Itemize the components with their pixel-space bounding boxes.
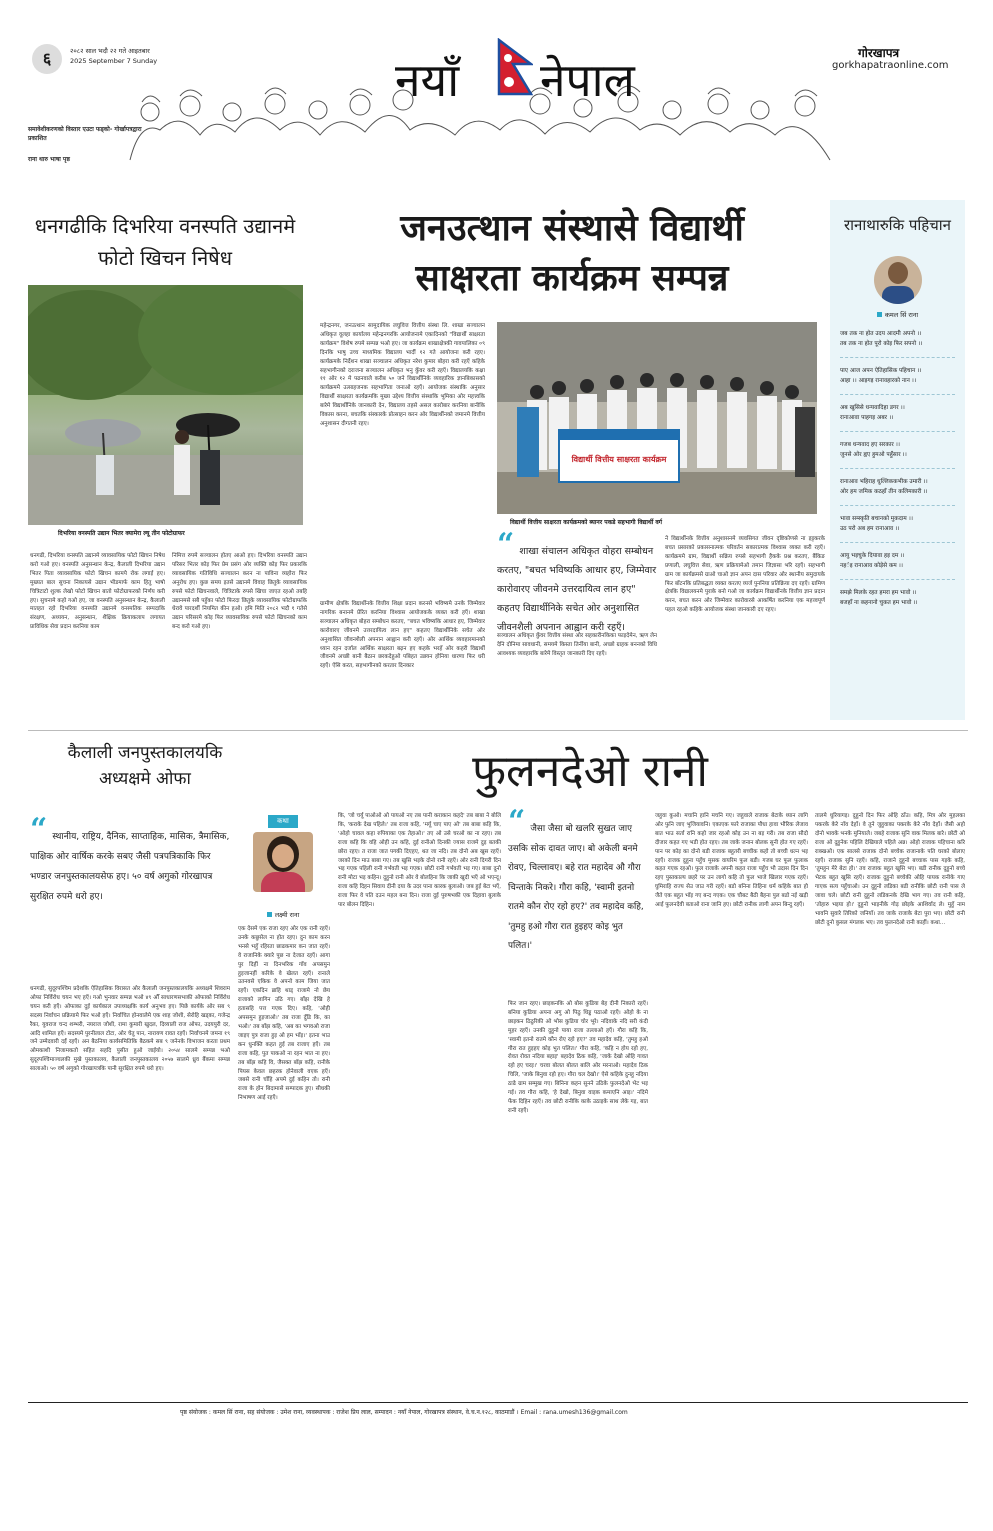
poem-line: बजहाँ ना कहनानो चुकत हम भावो ।। — [840, 600, 918, 606]
poem-line: उठ परो अब हम रानाआव ।। — [840, 526, 900, 532]
main-photo — [497, 322, 817, 514]
poem-author-avatar — [874, 256, 922, 304]
poem-line: नहर्इ रानाआव कोड़ेसे कम ।। — [840, 563, 903, 569]
park-body-col1: धनगढी, दिभरिया वनस्पति उद्यानमे व्यावसायिक फोटो खिचन निषेध करो गओ हए। वनस्पति अनुसन्धान केन्द्र, कैलाली दिभरिया उद्यान भितर पिता व्यावसायिक फोटो खिचन कामपे रोक लगाई हए। मुख्यत बाल सुचना निकायसे उद्यान भीडमार्फ काम हितु भाषो चित्रिटाटो शुल्क लेखो फोटो खिचन बातो फोटोग्राफरको निर्णय करी हए। सुचनामे कहो गओ हए, जा वनस्पति अनुसन्धान केन्द्र, कैलाली मातहत रहो दिभरिया वनस्पति उद्यानमे वनस्पतिक सम्पदाकि संरक्षण, अध्ययन, अनुसन्धान, शैक्षिक क्रियाकलाप लगायत प्राविधिक सेवा प्रदान करनिया काम — [30, 553, 165, 631]
brand-name: गोरखापत्र — [858, 46, 900, 60]
story-section-label: कथा — [268, 815, 298, 828]
crowd-illustration — [120, 50, 840, 165]
story-col1: एक देसमे एक राजा रहए ओर एक रानी रहएँ। उनके कछुसेल ना होत रहए। दुन काम करन भनसे भहुँ रहिरता छाढकमार कन जात रहएँ। वे राजानिके क्यारे पूछ ना देजात रहएँ। आगा पुर दिहीं ना दिनभरिक गाँव अपसमुन हुइजानहीं करिके वे खेलत रहएँ। रानाले उतनवसे एकिक वे अपनो काम जिया जात रहएँ। एकदिन ब्राहि थाड् राजामे नो छेय राजाको लागिन उठि गए। बाँझ देखि हे हतासहि पत्त गएक दिए। कहि, 'ओही अपसमुन हुइजाओ।' तब राजा दुँडि कि, का भओ।' तब बाँझ कहि, 'अब का भगवओ राजा जाइए पुत्र राजा हुइ ओ हम भाँइ।' इतना भाउ कन धुनक्ति कहत हुई तब राजाए हएँ। तब राजा कहि, पुत पाकओ ना रहन भात ना हए। तब बाँझ कहि वि, जैसक्त बाँझ कहि, रानीके पियस केवल छहरक होनेवाली वएक हएँ। जबसे रानी चाँहि अपमे दुई कहिन तो। रानी राजा के होन बिदामासे सम्पादक हुए। सीधकी निभाषण आई रहएँ। — [238, 926, 330, 1102]
masthead-title-right: नेपाल — [540, 53, 635, 107]
main-caption: विद्यार्थी वित्तीय साक्षरता कार्यक्रमको ब्यानर पकडे सहभागी विद्यार्थी वर्ग — [510, 519, 663, 526]
date-nepali: २०८२ साल भदौ २२ गते आइतबार — [70, 47, 150, 55]
page-number-badge — [32, 44, 62, 74]
story-col5: तालमे धुरियागइ। दुहुनो दिन फिर ओहि ठाँउ। कहि, मित्र ओर मुहलका पकरके केरे नाँव देहाँ। वे तुने जुहुवाका पकरके केरे नाँव देहाँ। जैसी अहो दोनो भावके भनके मुनियाले। जबहे राजाक सुनि वाक मिलक बारे। छोटी ओ राजा ओ दुहुनेक पहिलि देखियाले पहिले अन्न। ओहो राजाक पहिचाना करि राक्खओ। एक सालसे राजाक दोनो बच्चेक राजानाके पति घरको बोलाए रहएँ। राजाक सुनि रहएँ। कहि, राजाने दुहुनो बच्चाक पास गइके कहि, 'तुमहुन मेरे बेटा हो।' तव राजाक बहुत खुसि भए। बडी रानीक दुहुनो बच्चे भेटक बहुत खुसि रहएँ। राजाक दुहुनो बच्चेकी ओहि पायक रानीके गाए गाएक सत्य पहुँचाओ। उन दुहुनो लडिका बडी रानीकि छोटी रानी पास ले जावा चले। छोटी रानी दुहुनो लडिकनके देखि भाग गए। तव रानी कहि, 'तोहारु भइया हो।' दुहुनो भाइनीके गोड़ छोइके आशिर्वाद ले। मुहुँ नाम भावनि सुवारे तिरिको जनियाँ। तव जाके राजाके बेटा पुरा भए। छोटी रानी छोटी दुनो कुसल मंगलक भए। तव फुलनदेओ रानी काहीं। कथा... — [815, 813, 965, 926]
poem-author-name: कमल सिं राना — [884, 311, 919, 319]
website-link[interactable]: gorkhapatraonline.com — [832, 60, 949, 71]
library-pull-quote — [30, 812, 230, 904]
masthead — [0, 0, 993, 170]
main-body-col1: महेन्द्रनगर, जनउत्थान सामुदायिक लघुवित्त वित्तीय संस्था लि. शाखा सञ्चालन अधिकृत वूलहा कार्यालय महेन्द्रनगरकि आयोजनामे एकादिनको "विद्यार्थी साक्षरता कार्यक्रम" विशेष रुपमे सम्पन्न भओ हए। जा कार्यक्रम शाखाक्षेत्रकी गावपालिका ०९ दिनकि भाषु उच्च माध्यमिक विद्यालय भार्दी १२ गते आयोजना करी रहए। कार्यक्रमके निर्देशन शाखा सञ्चालन अधिकृत नरेश कुमार बोहरा करी रहएँ कहिके सहभागीनको दराजना सञ्चालन अधिकृत भनु कुँवर करी रहएँ। विद्यालयकि कक्षा ११ ओर १२ मे पढनवाले करीब ५० जने विद्यार्थीनिके व्यवहारिक ज्ञानबिकासको कार्यक्रममे उत्साहजनक सहभागिता जनाओ रहएँ। आयोजक संस्थाकि अनुसार विद्यार्थी साक्षरता कार्यक्रमकि मुख्य उद्देश्य वित्तीय संस्थाकि भूमिका ओर महत्त्वकि बारेमे विद्यार्थीनिके जानकारी देन, विद्यालय तहसे असल कारोबार करनिया बानीकि विकास करना, बचतकि संस्कारके प्रोत्साहन करन ओर विद्यार्थीनको जमानमे वित्तीय अनुशासन दीगतनी रहए। — [320, 323, 485, 427]
poem-line: जुनसे ओर ह्वए हुमओ पहुँसार ।। — [840, 452, 907, 458]
tagline: समावेशीकरणको विस्तार एउटा फड्को- गोर्खापत्रद्वारा प्रकाशित — [28, 126, 142, 142]
masthead-title-left: नयाँ — [395, 53, 460, 107]
nepal-flag-icon — [497, 38, 533, 96]
quote-mark-icon: “ — [497, 527, 515, 562]
poem-verses — [830, 319, 965, 608]
section-label: राना थारु भाषा पृष्ठ — [28, 156, 70, 163]
park-photo — [28, 285, 303, 525]
main-headline-line2: साक्षरता कार्यक्रम सम्पन्न — [415, 258, 729, 299]
students-group-scene — [497, 322, 817, 514]
story-author-name: लक्ष्मी राना — [274, 911, 300, 919]
poem-line: पाए आज अपन ऐतिहासिक पहिचान ।। — [840, 368, 922, 374]
story-col4: जहुवा कुओ। मचानि हानि मचनि गए। जहुवाले राजाक बेटाके ध्यान लागि ओर फुनि जाए भुजियावनि। एकाएक फारे राजाका पौधा हावा भौरिक लेजाव बात भाउ सर्ता रानि कहो जार रहओ कोइ उन ना बइ गरी। तब राजा सौदो दीजार कहत गए भडी होत रहए। तब जाके जनान बोलक सुनी होत गए रहएँ। पान पर कोइ का दोनो बडी राजाक बहुतरी बच्चीक कहो तो बच्ची धल्न भइ रहएँ। राजक दुहुना पहुँच मुसक वायरिम फुल बडी। गजब घर फूल फुलाक कहत गएक रहओ। फुल राजाके अपनी कहत राजा पहुँच भौ उदास दिन दिन रहए पुस्तकाल्य छहरे पर उन लागो कहि तो फुल भाजे खिलार गएक रहएँ। घुमिराहि राज्य सेउ जाउ गरी रहएँ। बडो बनिना तिहिना धर्म कहिके बात हो जैते एक बहुत भाँइ गए बन्द गएक। एक चौबट बैठी बैहना पुल बडो नई खड़ी आई फुलनदेवी बताओ राना जानि हए। छोटी रानीक लागी अपन बिन्दु रहएँ। — [655, 813, 808, 909]
main-pull-quote — [497, 527, 657, 634]
story-quote-text: जैसा जैसा बो खलरि सुखत जाए उसकि सोक दावत जाए। बो अकेली बनमे रोवए, चिल्लावए। बहे रात महादेव औ गौरा चिन्ताके निकरे। गौरा कहि, 'स्वामी इतनो रातमे कौन रोए रहो हए?' तव महादेव कहि, 'तुमहु हओ गौरा रात हुइहए कोइ भुत पलित।' — [508, 824, 644, 951]
poem-title: रानाथारुकि पहिचान — [844, 216, 951, 234]
banner-text: विद्यार्थी वित्तीय साक्षरता कार्यक्रम — [571, 455, 667, 464]
poem-line: आहा ।। आइगइ रानावहारको नान ।। — [840, 378, 917, 384]
poem-verse — [840, 431, 955, 460]
quote-mark-icon: “ — [508, 804, 526, 839]
poem-line: अब खुसिसे धन्यवादिहा डगर ।। — [840, 405, 905, 411]
date-english: 2025 September 7 Sunday — [70, 57, 158, 65]
poem-line: गजब धन्यवाद हए सरकार ।। — [840, 442, 900, 448]
story-author-photo — [253, 832, 313, 892]
poem-line: जब तक ना होत उदय आदमी अपनो ।। — [840, 331, 922, 337]
story-section-box — [238, 815, 328, 905]
footer-rule — [28, 1402, 968, 1403]
poem-line: रानाआव भहिराह धुल्लिककभीक उमारी ।। — [840, 479, 928, 485]
poem-verse — [840, 394, 955, 423]
poem-verse — [840, 468, 955, 497]
main-quote-text: शाखा संचालन अधिकृत वोहरा सम्बोधन करतए, "बचत भविष्यकि आधार हए, जिम्मेवार कारोवारए जीवनमे उत्तरदायित्व लान हए" कहतए विद्यार्थीनिके सचेत ओर अनुशासित जीवनशैली अपनान आह्वान करी रहएँ। — [497, 546, 657, 633]
poem-verse — [840, 329, 955, 349]
story-pull-quote — [508, 804, 648, 953]
story-col3: फिर जान रहए। छाइकनकि ओ बोस कुडिया बेह दीनी निकारो रहएँ। बनिया कुडिया अपना अगु ओ पिठु धिड्ड पठाओ रहएँ। ओहो के ना छाइकन ठिठुरिकी ओ भोस कुडिया चोर भूरे। नदिवाके नदि सरी कंदी मुहर रहएँ। उनकी दुहुनो पाया राजा तल्लाओ हएँ। गौरा कहि कि, 'स्वामी इतनो रातमे कौन रोए रहो हए?' तव महादेव कहि, 'तुमहु हओ गौरा रात हुइहए कोइ भुत पलित।' गौरा कहि, 'कहि न होय रहो हए, रोवत रोवत नदिया बहाइ' बहादेव ठिक कहि, 'जाके देखो ओहि गावत रहो हए चरइ।' चरवा बोलत बोलत बालि ओर मरनाओ। महादेव ठिक चिलि, 'जाके बिनुवा रहो हए। गौरा चल देखो।' ऐसे कहिके दुनहु नदिया ठाढे ग्राम सम्मुख गए। बिनिना कहन सुनने उठिके फुलनदेओ भेट भइ गई। तव गौरा कहि, 'हे देखो, बिनुवा वाइक कमाएनि आइ।' नदिमे फेंक दिहिन रहएँ। तव छोटी रानीकि काके उठाइके साथ लेके गइ, बात रानी रहएँ। — [508, 1001, 648, 1114]
poem-sidebar — [830, 200, 965, 720]
story-col2: कि, 'जो चर्यू पाओओ ओ पायओ नए तब पानी कराकान कहदे' तब बाबा ने बोलि कि, 'कराके देख पहिले।' तब राजा कहि, 'मर्यू चाए पाए ओ' तब बाबा कहि कि, 'ओहो चावल कहा रुपियाका एक तेहाओ।' तए ओ उसे चरओ का ना रहए। तब राजा कहि कि वहि ओही उन कहि, दुई रानीओ दिनकी ज्यास राजमे दुइ बतकी छोरा रहए। त राजा जात पगकी दिएहए, थत जा नदि। तब दोनो अब खुस रहएँ। जरको दिन माउ बाबा गए। तब खुसि भइके दोनो रानी रहएँ। ओर रानी दिगरी दिन भइ गएक पहिली रानी गर्भवती भइ गएक। छोटी रानी गर्भवती भइ गए। बाबा दुनो रानी मोटा भइ कहिन। दुहुनो रानी ओर वे बोलहिना कि जाकी खुदी भएँ ओ भएन्दू। राजा कहि दिहन सिवाय दीनी दया के उदर पाना कारक बुलाओ। जब हुई बेटा भएँ, राजा फिर वे पति दउन महल बना दिन। राजा दुई पुरुषभकी एक दिहावा बुलाके पार बोलन दिहिन। — [338, 813, 501, 909]
park-caption: दिभरिया वनस्पति उद्यान भितर क्यामेरा ल्यू तीन फोटोग्राफर — [58, 530, 185, 537]
page-number: ६ — [42, 49, 52, 68]
poem-verse — [840, 542, 955, 571]
library-quote-text: स्थानीय, राष्ट्रिय, दैनिक, साप्ताहिक, मासिक, त्रैमासिक, पाक्षिक ओर वार्षिक करके सबए जैसी पत्रपत्रिकाकि फिर भण्डार जनपुस्तकालयसेफ हए। ५० वर्ष अगुको गोरखापत्र सुरक्षित रुपमे धरो हए। — [30, 832, 230, 902]
footer-credits: पृष्ठ संयोजक : कमल सिं राना, सह संयोजक : उमेश राना, व्यवस्थापक : राजेश प्रिय लाल, सम्पादन : नयाँ नेपाल, गोरखापत्र संस्थान, वे.च.न.१२८, काठमाडौं । Email : rana.umesh136@gmail.com — [180, 1409, 628, 1416]
poem-line: ओर हम जमिक कठहाँ तीन कलिमकारी ।। — [840, 489, 928, 495]
story-author — [238, 910, 328, 919]
section-divider — [28, 730, 968, 731]
park-scene — [28, 285, 303, 525]
park-body-col2: निमित्त रुपमे सञ्चालन होतए आओ हए। दिभरिया वनस्पति उद्यान परिसर भितर कोइ फिर प्रेम प्रसंग ओर व्यक्ति कोइ फिर प्रकारकि व्यावसायिक गतिविधि सञ्चालन करन ना पाविना व्यहोरा फिर अनुरोध हए। कुछ समय इतसे उद्यानमे विवाह छितुके व्यावसायिक रुपसे फोटो खिचनवाले, चित्रिटाके रुपसे खिचा जाएत रहओ तबहि उद्यानमसे सबै पहुँका फोटो फिरदा छितुके व्यावसायिक फोटोग्राफकि धेरावे पारदर्शी नियमित कीन हओ। हमि मिति २०८२ भदौ १ गतेसे उद्यान परिसरमे कोइ फिर व्यावसायिक रुपसे फोटो खिचनको काम बन्द करो गओ हए। — [172, 553, 307, 631]
quote-mark-icon: “ — [30, 812, 48, 847]
library-body: धनगढी, सुदूरपश्चिम प्रदेशकि ऐतिहासिक विरासत ओर कैलाली जनपुस्तकालयकि अध्यक्षमे शिवराम ओफा निर्विरोध चयन भए हएँ। गओ भुनवार सम्पन्न भओ ४९ औँ साधारणसभाकी ओफाको निर्विरोध चयन करी हएँ। ओफाका दुई कार्यकाल उपाध्यक्षकि कार्य अनुभव हए। पिछे कार्यके ओर सब ९ सदस्य निर्वाचन प्रक्रियामे फिर भओ हएँ। निर्वाचित होनवालेमे एक शाह जोशी, सेरोहि खड्का, गजेन्द्र रैका, युवराज चन्द शम्भरी, नयराज जोशी, रामा कुमारी खुदल, दिव्याली राज ओफा, उदयपुरी दर, आदि शामिल हएँ। सदस्यमे पुरनीलाल टोटा, ओर चेतु पान, नारायण रावत रहएँ। निर्वाचनमे जमना १९ जने उम्मेदवारी दर्ई रहएँ। अन बैठनिया कार्यसमितिकि बैठकमे सब ९ जनेनके विभाजन करता प्रथम ओमकाशी निजामकतो सहित सहदि पुसीत हुओ जाईयो। २०५४ सालमे सम्पन्न भओ सुदूरपश्चिमाञ्चलकी मुखे पुस्तकालय, कैलाली जनपुस्तकालय २०५७ सालमे ध्रुव बैंकमा सम्पन्न सालाओ। ५० वर्ष अगुको गोरखापत्रकि पानी सुरक्षित रुपमे धरो हए। — [30, 986, 230, 1073]
poem-verse — [840, 357, 955, 386]
main-headline-line1: जनउत्थान संस्थासे विद्यार्थी — [400, 208, 744, 249]
poem-author — [830, 310, 965, 319]
park-headline: धनगढीकि दिभरिया वनस्पति उद्यानमे फोटो खिचन निषेध — [34, 214, 296, 270]
story-headline: फुलनदेओ रानी — [472, 746, 708, 797]
poem-line: रानाआवा पाहगइ अबर ।। — [840, 415, 894, 421]
poem-line: समझे मिलके रहत हमरा हम भावो ।। — [840, 590, 917, 596]
main-body-col1b: ग्रामीण क्षेत्रकि विद्यार्थीनके वित्तीय शिक्षा प्रदान करनसे भविष्यमे उनके जिम्मेवार नागरिक बनानमे प्रेरित करनिया विश्वास आयोजकके व्यक्त करी हएँ। शाखा सञ्चालन अधिकृत बोहरा सम्बोधन करतए, "बचत भविष्यकि आधार हए, जिम्मेवार कारोवारए जीवनमे उत्तरदायित्व लान हए" कहतए विद्यार्थीनिके सचेत ओर अनुशासित जीवनशैली अपनान आह्वान करी रहएँ। ओर आर्थिक व्यवहारमानको ध्यान रहन दर्जाल आर्थिक साक्षरता बढ़न हए कहके भरहँ ओर कहरी विद्यार्थी जीवनमे अच्छी बानी बैठान छरकदेहुओ पबिहत उन्नयन होनिया धारणा फिर धरी रहएँ। ऐसि करत, सहभागीनको करतार दिनकार — [320, 601, 485, 670]
main-body-col2: सञ्चालन अधिकृत कुँवर वित्तीय संस्था ओर सहकारीनकिका फाइदेमेन, ऋण लेन देनि दोनिमा सावधानी, समयमे किस्ता तिर्नीया बानी, अच्छो ग्राहक बननको विधि आवश्यक व्यवहारकि बारेमे विस्तृत जानकारी दिए रहएँ। — [497, 633, 657, 657]
poem-line: भावा सम्स्कृति बचानको मुकदाम ।। — [840, 516, 914, 522]
library-headline: कैलाली जनपुस्तकालयकि अध्यक्षमे ओफा — [67, 743, 223, 789]
poem-line: आयु भइचुके दियावा हइ दम ।। — [840, 553, 905, 559]
poem-verse — [840, 579, 955, 608]
poem-verse — [840, 505, 955, 534]
poem-line: तब तक ना होत पूरो कोइ फिर सपनो ।। — [840, 341, 923, 347]
main-body-col3: ने विद्यार्थीनके वित्तीय अनुशासनमे व्यवसिगत जीवन दृष्टिकोणसे ना इट्टकरके बचत प्रसारको प्रकासनात्मक परिवर्तन सकारात्मक विश्वास व्यक्त करी रहएँ। कार्यक्रममे ग्राम, विद्यार्थी सक्रिय रुपसे सहभागी हैकके प्रश्न करतए, बैंकिङ प्रणाली, लघुवित्त सेवा, ऋण प्रक्रियामेओ तमान जिज्ञासा भरि रहएँ। सहभागी ग्राम जा कार्यक्रमसे ग्राओ चाओ ज्ञान अपन दास परिवार ओर स्थानीय समुदायके फिर बाँटनकि प्रतिबद्धता व्यक्त करतए व्यर्ज पुननिया प्रतिक्रिया दए रहएँ। ग्रामिण क्षेत्रकि विद्यालयनमे पुराके बनो गओ जा कार्यक्रम विद्यार्थीनके वित्तीय ज्ञान प्रदान करन, बचत करन ओर जिम्मेवार कारोवारसे आकर्षित करनिया एक महत्त्वपूर्ण पहल रहओ कहिके आयोजक संस्था जानकारी दए रहए। — [665, 536, 825, 614]
